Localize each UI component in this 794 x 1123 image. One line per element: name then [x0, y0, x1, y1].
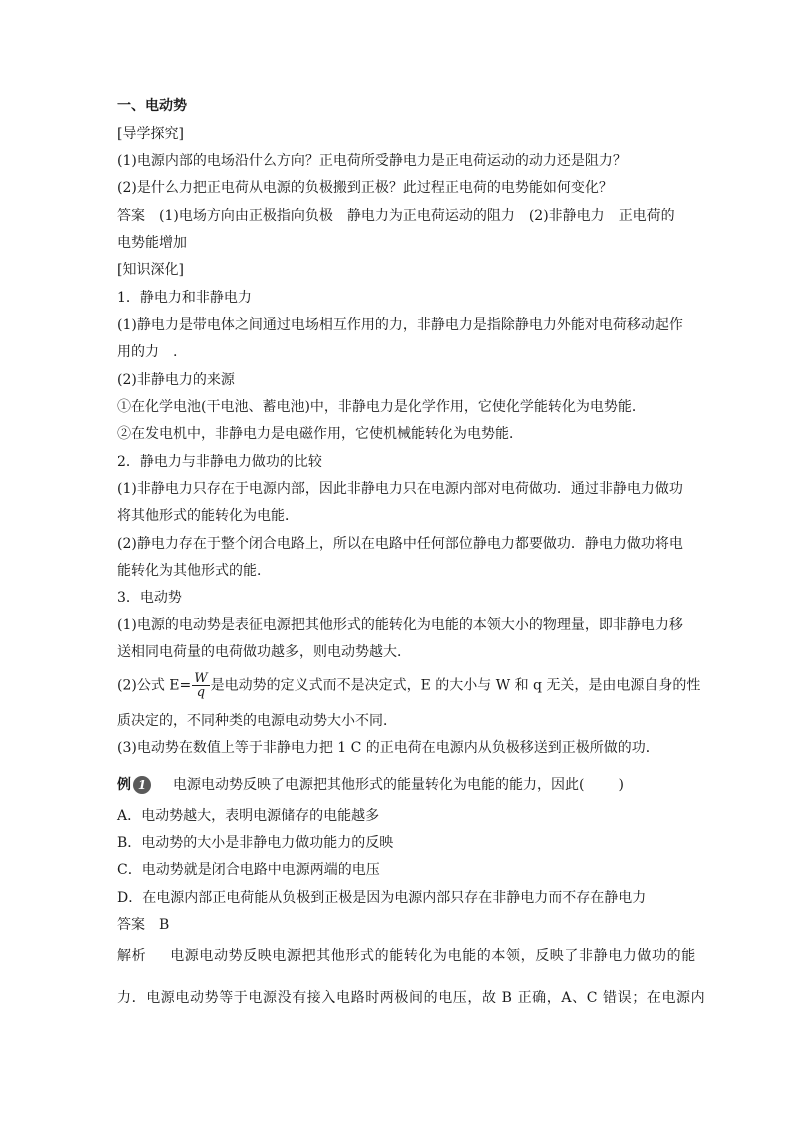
example-answer: [117, 915, 682, 935]
k2-p2-line2: 能转化为其他形式的能．: [117, 563, 271, 579]
k2-p1-line1: (1)非静电力只存在于电源内部，因此非静电力只在电源内部对电荷做功．通过非静电力做功: [117, 481, 683, 497]
example-question: [117, 775, 682, 795]
k1-title: 1．静电力和非静电力: [117, 290, 252, 306]
k3-p2-line2: 质决定的，不同种类的电源电动势大小不同．: [117, 713, 397, 729]
k3-p2-line1: [117, 671, 701, 700]
answer-part-d: 正电荷的: [618, 208, 675, 224]
analysis-line1: [117, 946, 696, 966]
section-title: 一、电动势: [117, 98, 187, 114]
answer-part-c: (2)非静电力: [528, 208, 605, 224]
k3-p1-line1: (1)电源的电动势是表征电源把其他形式的能转化为电能的本领大小的物理量，即非静电力移: [117, 617, 683, 633]
example-badge: [117, 775, 151, 795]
answer-continuation: 电势能增加: [117, 235, 187, 251]
example-answer-label: 答案: [117, 917, 145, 933]
example-answer-value: B: [159, 917, 170, 933]
k1-p1-line1: (1)静电力是带电体之间通过电场相互作用的力，非静电力是指除静电力外能对电荷移动起作: [117, 317, 683, 333]
k1-p2-b: ②在发电机中，非静电力是电磁作用，它使机械能转化为电势能．: [117, 426, 523, 442]
example-question-end: ): [618, 777, 624, 793]
analysis-text-1: 电源电动势反映电源把其他形式的能转化为电能的本领，反映了非静电力做功的能: [170, 948, 696, 964]
analysis-line2: 力．电源电动势等于电源没有接入电路时两极间的电压，故 B 正确，A、C 错误；在电源内: [117, 990, 706, 1006]
answer-part-b: 静电力为正电荷运动的阻力: [346, 208, 515, 224]
k2-p2-line1: (2)静电力存在于整个闭合电路上，所以在电路中任何部位静电力都要做功．静电力做功将电: [117, 536, 683, 552]
question-1: (1)电源内部的电场沿什么方向？正电荷所受静电力是正电荷运动的动力还是阻力？: [117, 153, 627, 169]
option-a: A．电动势越大，表明电源储存的电能越多: [117, 808, 380, 824]
analysis-label: 解析: [117, 948, 147, 964]
k1-p2: (2)非静电力的来源: [117, 372, 235, 388]
k3-title: 3．电动势: [117, 590, 182, 606]
answer-label: 答案: [117, 208, 145, 224]
fraction-denominator: q: [196, 685, 206, 700]
formula-prefix: (2)公式 E=: [117, 677, 192, 694]
formula-suffix: 是电动势的定义式而不是决定式，E 的大小与 W 和 q 无关，是由电源自身的性: [210, 677, 701, 694]
option-c: C．电动势就是闭合电路中电源两端的电压: [117, 862, 380, 878]
answer-line: [117, 206, 682, 226]
k3-p1-line2: 送相同电荷量的电荷做功越多，则电动势越大．: [117, 644, 411, 660]
example-label: 例: [117, 777, 131, 793]
answer-part-a: (1)电场方向由正极指向负极: [159, 208, 333, 224]
example-question-text: 电源电动势反映了电源把其他形式的能量转化为电能的能力，因此(: [173, 777, 585, 793]
k3-p3: (3)电动势在数值上等于非静电力把 1 C 的正电荷在电源内从负极移送到正极所做的功．: [117, 740, 660, 756]
k2-p1-line2: 将其他形式的能转化为电能．: [117, 508, 299, 524]
k1-p2-a: ①在化学电池(干电池、蓄电池)中，非静电力是化学作用，它使化学能转化为电势能．: [117, 399, 646, 415]
example-number: 1: [133, 776, 151, 794]
k1-p1-line2: 用的力 .: [117, 344, 178, 360]
question-2: (2)是什么力把正电荷从电源的负极搬到正极？此过程正电荷的电势能如何变化？: [117, 180, 613, 196]
k2-title: 2．静电力与非静电力做功的比较: [117, 454, 322, 470]
formula-fraction: [192, 672, 209, 699]
guide-label: [导学探究]: [117, 126, 184, 142]
deepen-label: [知识深化]: [117, 262, 184, 278]
option-b: B．电动势的大小是非静电力做功能力的反映: [117, 835, 394, 851]
fraction-numerator: W: [194, 671, 208, 686]
option-d: D．在电源内部正电荷能从负极到正极是因为电源内部只存在非静电力而不存在静电力: [117, 890, 647, 906]
